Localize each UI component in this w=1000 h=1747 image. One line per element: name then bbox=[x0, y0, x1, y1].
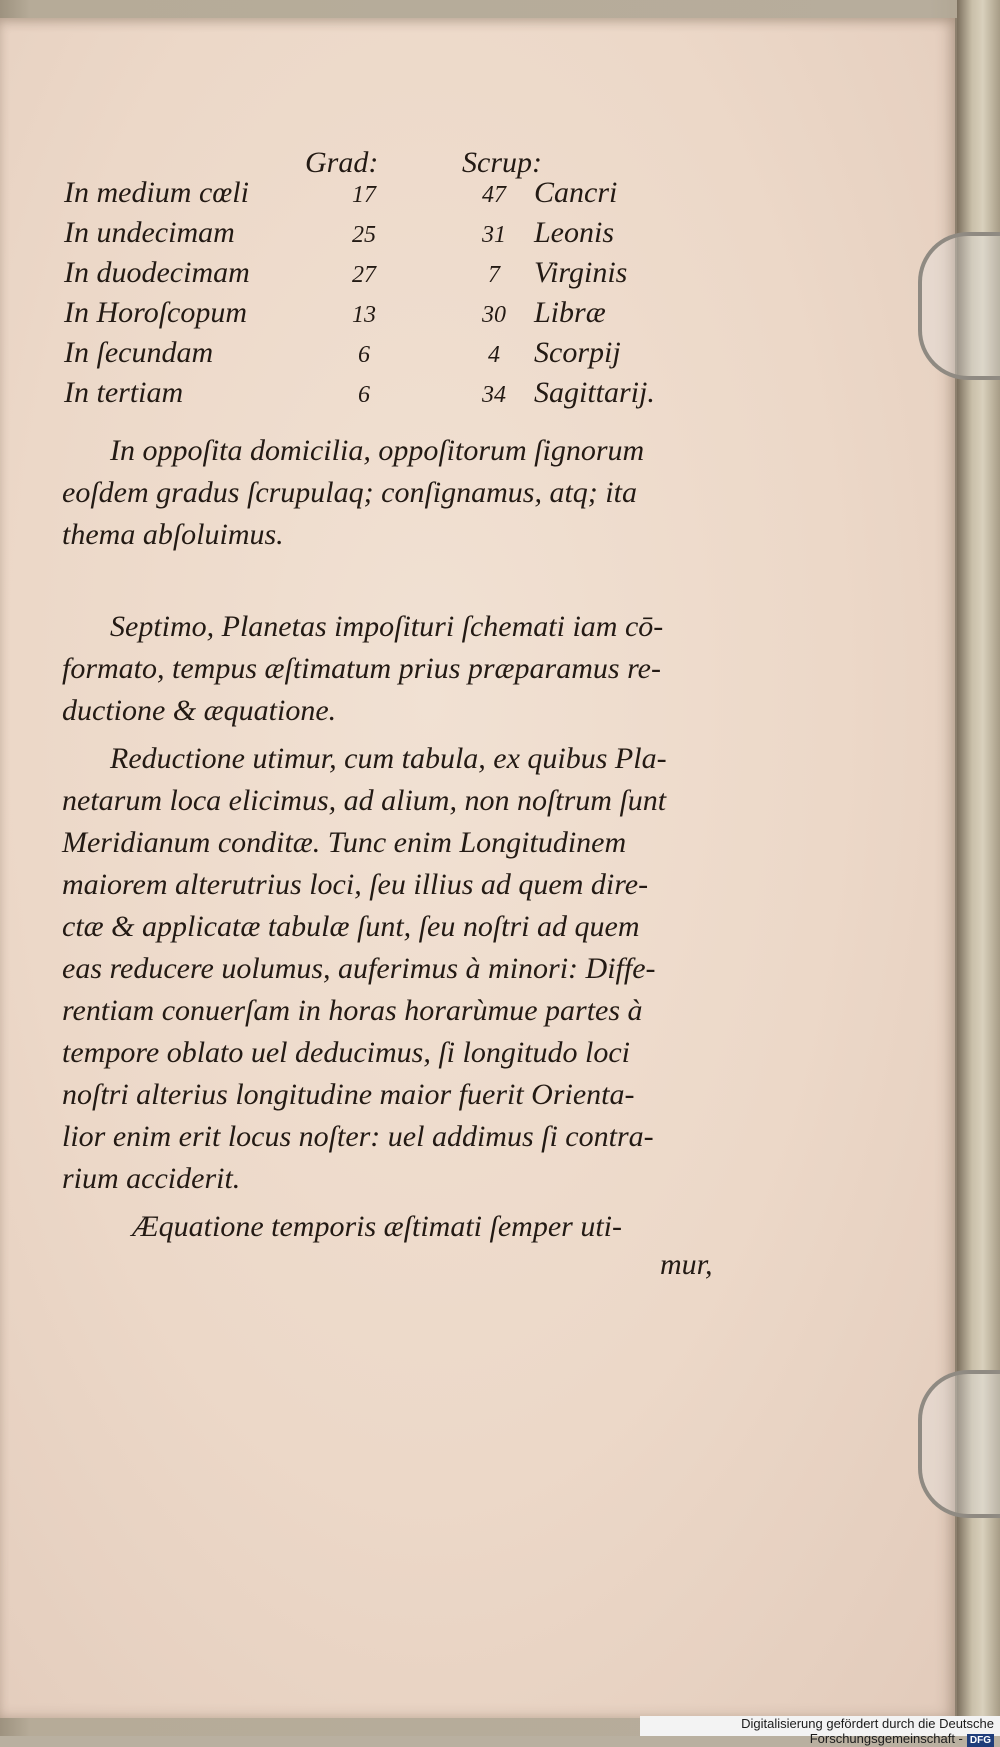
paragraph-septimo bbox=[62, 606, 722, 732]
minute-value: 34 bbox=[482, 382, 506, 408]
text-line: rentiam conuerſam in horas horarùmue partes à bbox=[62, 994, 643, 1027]
minute-value: 31 bbox=[482, 222, 506, 248]
footer-text: Digitalisierung gefördert durch die Deutsche Forschungsgemeinschaft - bbox=[741, 1716, 994, 1746]
zodiac-sign: Libræ bbox=[534, 296, 606, 329]
page-clip-top bbox=[918, 232, 1000, 380]
book-page bbox=[0, 18, 957, 1718]
minute-value: 4 bbox=[488, 342, 500, 368]
house-label: In medium cœli bbox=[64, 176, 249, 209]
text-line: noſtri alterius longitudine maior fuerit Orienta- bbox=[62, 1078, 635, 1111]
zodiac-sign: Leonis bbox=[534, 216, 615, 249]
degree-value: 6 bbox=[358, 342, 370, 368]
text-line: formato, tempus æſtimatum prius præparamus re- bbox=[62, 652, 661, 685]
text-line: Æquatione temporis æſtimati ſemper uti- bbox=[132, 1210, 622, 1243]
page-clip-bottom bbox=[918, 1370, 1000, 1518]
degree-value: 25 bbox=[352, 222, 376, 248]
text-line: ductione & æquatione. bbox=[62, 694, 337, 727]
text-line: eas reducere uolumus, auferimus à minori: Diffe- bbox=[62, 952, 656, 985]
minute-value: 30 bbox=[482, 302, 506, 328]
table-header-scrup: Scrup: bbox=[462, 146, 542, 179]
degree-value: 27 bbox=[352, 262, 376, 288]
degree-value: 13 bbox=[352, 302, 376, 328]
degree-value: 17 bbox=[352, 182, 376, 208]
minute-value: 47 bbox=[482, 182, 506, 208]
text-line: Septimo, Planetas impoſituri ſchemati iam cō- bbox=[110, 610, 664, 643]
house-label: In duodecimam bbox=[64, 256, 250, 289]
text-line: maiorem alterutrius loci, ſeu illius ad quem dire- bbox=[62, 868, 649, 901]
text-line: tempore oblato uel deducimus, ſi longitudo loci bbox=[62, 1036, 630, 1069]
text-line: eoſdem gradus ſcrupulaq; conſignamus, atq; ita bbox=[62, 476, 637, 509]
text-line: lior enim erit locus noſter: uel addimus ſi contra- bbox=[62, 1120, 654, 1153]
paragraph-opposite-houses bbox=[62, 430, 722, 556]
zodiac-sign: Sagittarij. bbox=[534, 376, 655, 409]
house-label: In tertiam bbox=[64, 376, 184, 409]
zodiac-sign: Virginis bbox=[534, 256, 628, 289]
text-line: Meridianum conditæ. Tunc enim Longitudinem bbox=[62, 826, 627, 859]
text-line: In oppoſita domicilia, oppoſitorum ſignorum bbox=[110, 434, 645, 467]
text-line: thema abſoluimus. bbox=[62, 518, 284, 551]
catchword: mur, bbox=[660, 1248, 713, 1281]
text-line: ctæ & applicatæ tabulæ ſunt, ſeu noſtri ad quem bbox=[62, 910, 640, 943]
house-label: In ſecundam bbox=[64, 336, 214, 369]
zodiac-sign: Scorpij bbox=[534, 336, 621, 369]
table-header-grad: Grad: bbox=[305, 146, 379, 179]
text-line: netarum loca elicimus, ad alium, non noſtrum ſunt bbox=[62, 784, 667, 817]
digitization-footer bbox=[640, 1716, 1000, 1746]
paragraph-reductione bbox=[62, 738, 722, 1200]
text-line: Reductione utimur, cum tabula, ex quibus Pla- bbox=[110, 742, 667, 775]
house-label: In undecimam bbox=[64, 216, 235, 249]
zodiac-sign: Cancri bbox=[534, 176, 618, 209]
text-line: rium acciderit. bbox=[62, 1162, 241, 1195]
paragraph-aequatione bbox=[62, 1206, 722, 1248]
dfg-logo: DFG bbox=[967, 1734, 994, 1747]
degree-value: 6 bbox=[358, 382, 370, 408]
minute-value: 7 bbox=[488, 262, 500, 288]
house-label: In Horoſcopum bbox=[64, 296, 248, 329]
